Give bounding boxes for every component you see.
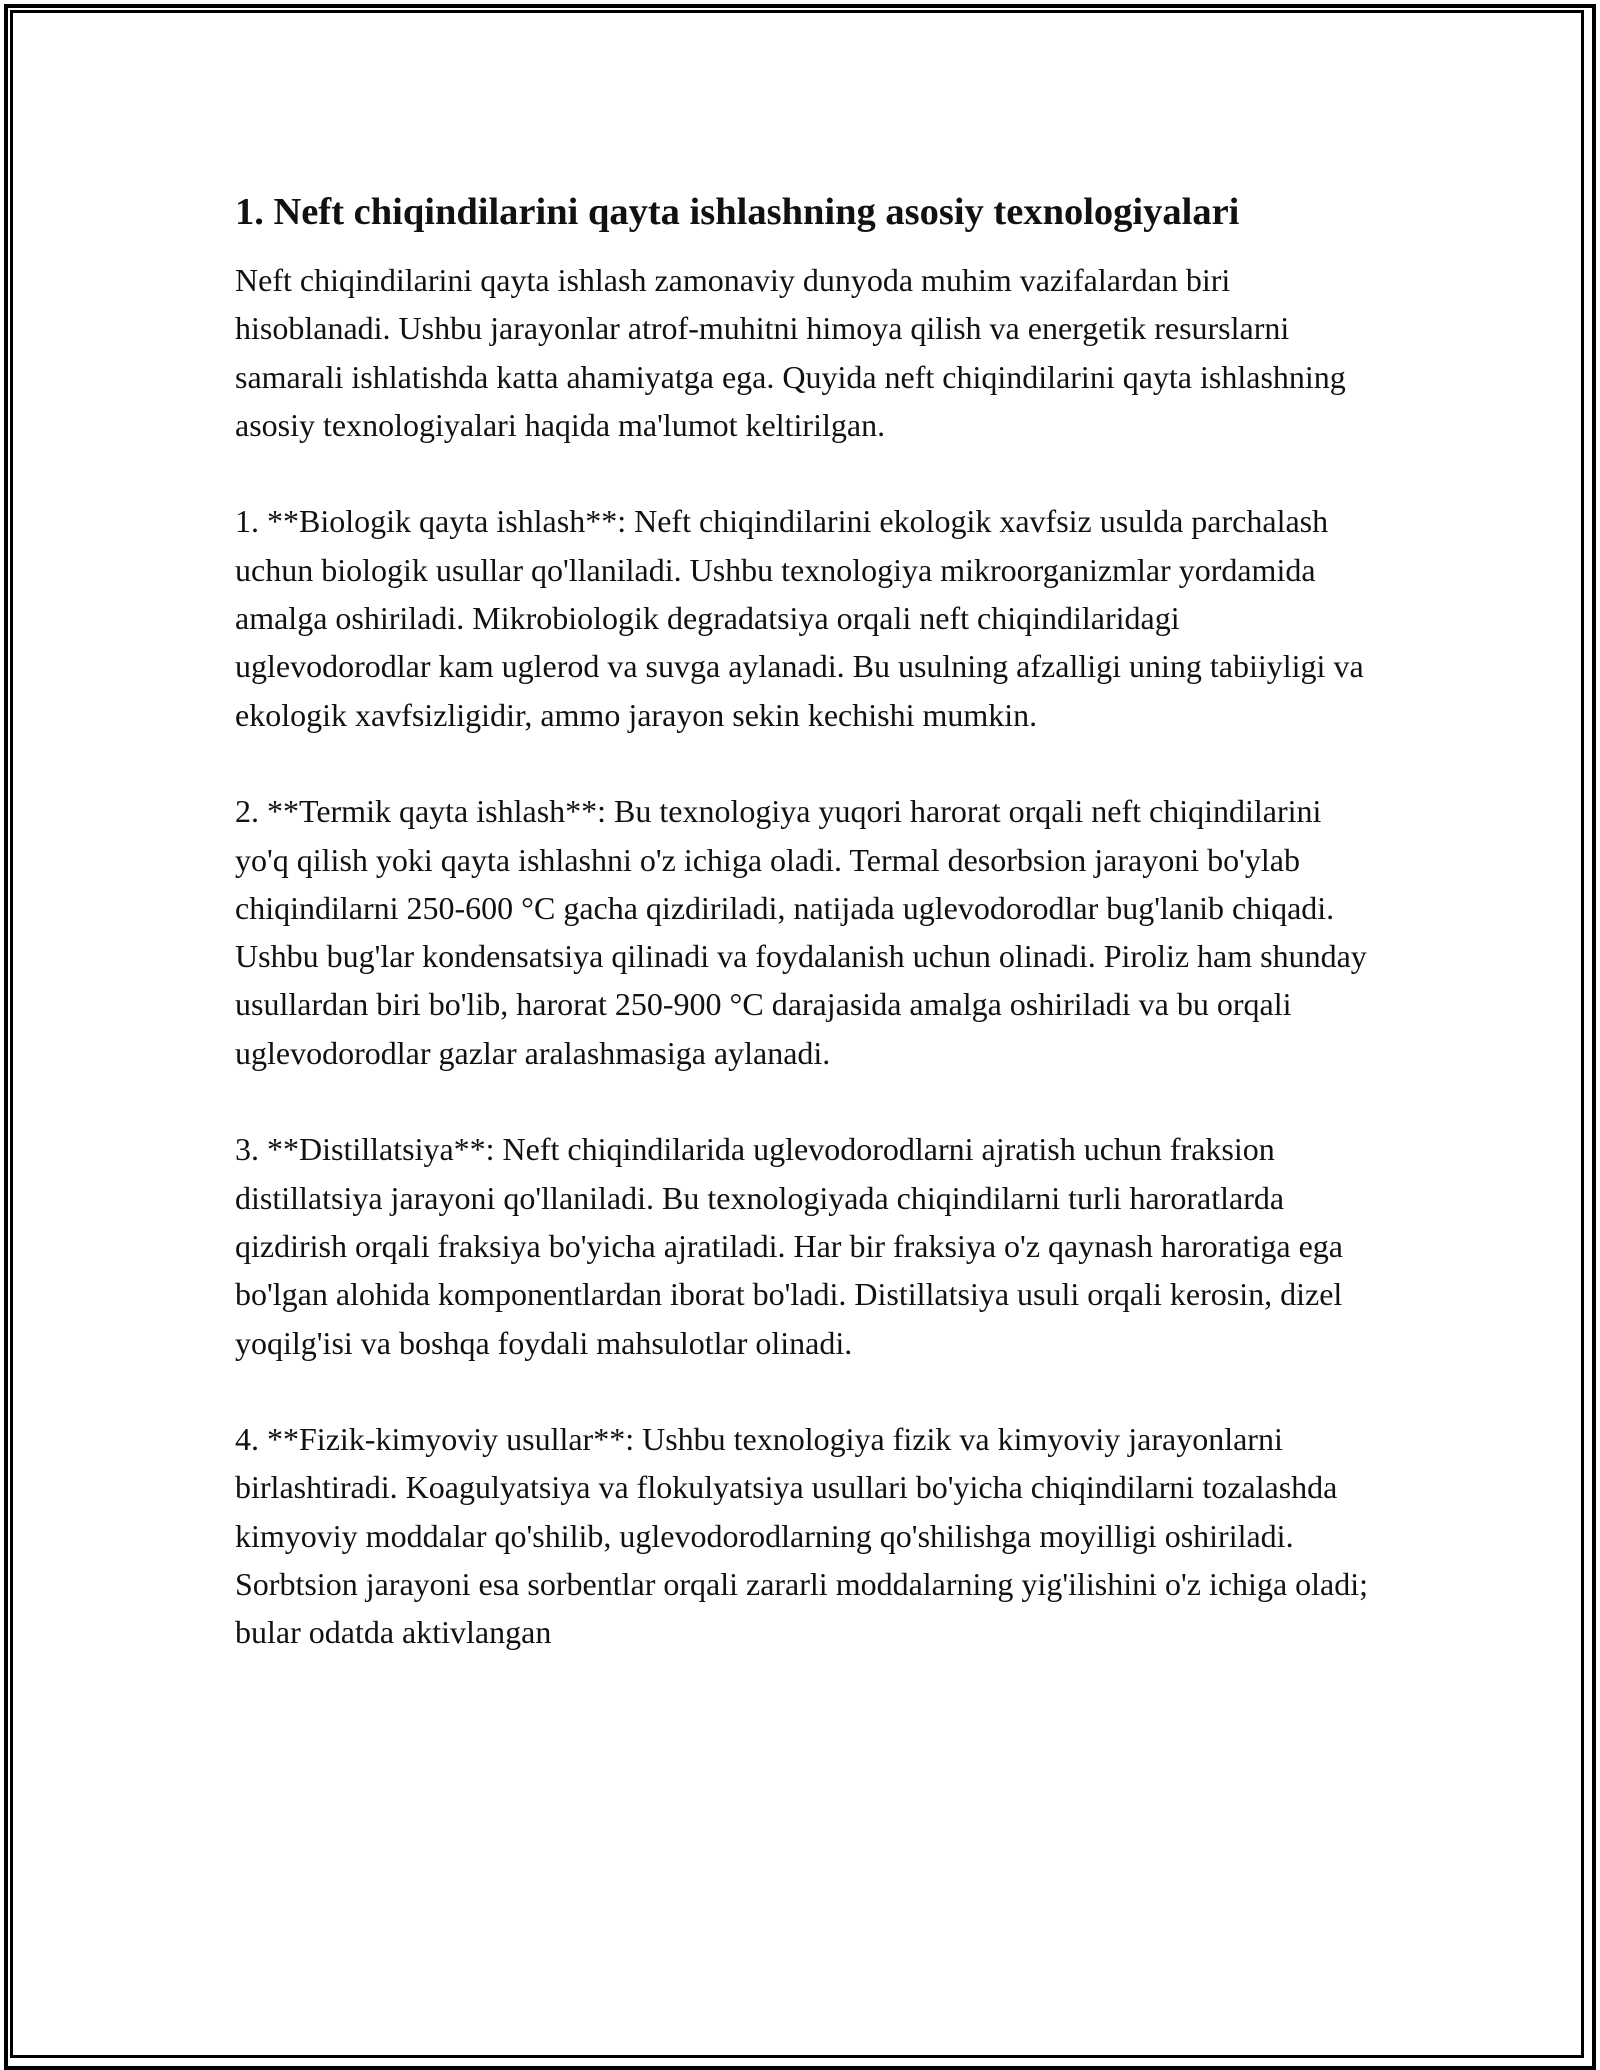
intro-paragraph: Neft chiqindilarini qayta ishlash zamonaviy dunyoda muhim vazifalardan biri hisoblanadi. Ushbu jarayonlar atrof-muhitni himoya qilish va energetik resurslarni samarali ishlatishda katta ahamiyatga ega. Quyida neft chiqindilarini qayta ishlashning asosiy texnologiyalari haqida ma'lumot keltirilgan. [235,262,1346,443]
document-title: 1. Neft chiqindilarini qayta ishlashning asosiy texnologiyalari [235,191,1240,233]
paragraph-biologik: 1. **Biologik qayta ishlash**: Neft chiqindilarini ekologik xavfsiz usulda parchalash uchun biologik usullar qo'llaniladi. Ushbu texnologiya mikroorganizmlar yordamida amalga oshiriladi. Mikrobiologik degradatsiya orqali neft chiqindilaridagi uglevodorodlar kam uglerod va suvga aylanadi. Bu usulning afzalligi uning tabiiyligi va ekologik xavfsizligidir, ammo jarayon sekin kechishi mumkin. [235,503,1364,733]
paragraph-distillatsiya: 3. **Distillatsiya**: Neft chiqindilarida uglevodorodlarni ajratish uchun fraksion distillatsiya jarayoni qo'llaniladi. Bu texnologiyada chiqindilarni turli haroratlarda qizdirish orqali fraksiya bo'yicha ajratiladi. Har bir fraksiya o'z qaynash haroratiga ega bo'lgan alohida komponentlardan iborat bo'ladi. Distillatsiya usuli orqali kerosin, dizel yoqilg'isi va boshqa foydali mahsulotlar olinadi. [235,1131,1343,1361]
paragraph-termik: 2. **Termik qayta ishlash**: Bu texnologiya yuqori harorat orqali neft chiqindilarini yo'q qilish yoki qayta ishlashni o'z ichiga oladi. Termal desorbsion jarayoni bo'ylab chiqindilarni 250-600 °C gacha qizdiriladi, natijada uglevodorodlar bug'lanib chiqadi. Ushbu bug'lar kondensatsiya qilinadi va foydalanish uchun olinadi. Piroliz ham shunday usullardan biri bo'lib, harorat 250-900 °C darajasida amalga oshiriladi va bu orqali uglevodorodlar gazlar aralashmasiga aylanadi. [235,793,1367,1071]
paragraph-fizik-kimyoviy: 4. **Fizik-kimyoviy usullar**: Ushbu texnologiya fizik va kimyoviy jarayonlarni birlashtiradi. Koagulyatsiya va flokulyatsiya usullari bo'yicha chiqindilarni tozalashda kimyoviy moddalar qo'shilib, uglevodorodlarning qo'shilishga moyilligi oshiriladi. Sorbtsion jarayoni esa sorbentlar orqali zararli moddalarning yig'ilishini o'z ichiga oladi; bular odatda aktivlangan [235,1421,1369,1651]
document-body [235,186,1375,1657]
